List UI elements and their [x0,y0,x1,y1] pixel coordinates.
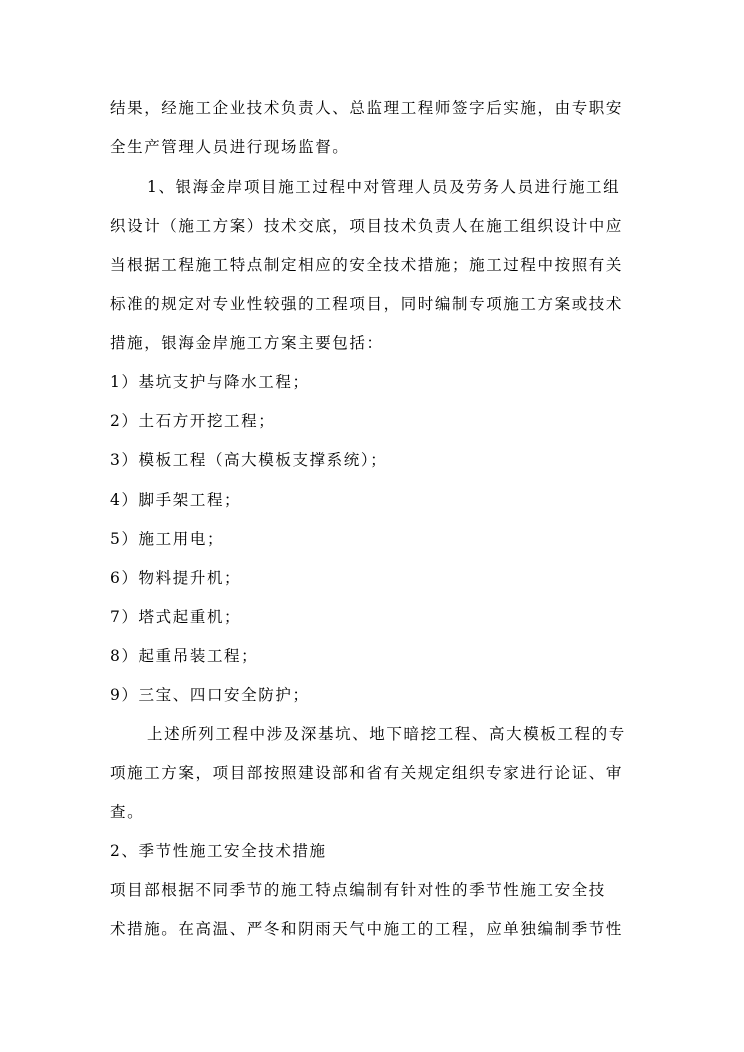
paragraph-line: 项目部根据不同季节的施工特点编制有针对性的季节性施工安全技 [110,881,606,899]
paragraph-line: 措施，银海金岸施工方案主要包括： [110,334,384,352]
list-item: 2）土石方开挖工程； [110,412,276,430]
paragraph-line: 全生产管理人员进行现场监督。 [110,138,350,156]
paragraph-line: 查。 [110,803,145,821]
paragraph-line: 当根据工程施工特点制定相应的安全技术措施；施工过程中按照有关 [110,256,624,274]
list-item: 7）塔式起重机； [110,608,242,626]
list-item: 4）脚手架工程； [110,491,242,509]
list-item: 6）物料提升机； [110,569,242,587]
paragraph-line: 上述所列工程中涉及深基坑、地下暗挖工程、高大模板工程的专 [147,725,626,743]
paragraph-line: 标准的规定对专业性较强的工程项目，同时编制专项施工方案或技术 [110,295,624,313]
paragraph-line: 项施工方案，项目部按照建设部和省有关规定组织专家进行论证、审 [110,764,624,782]
list-item: 3）模板工程（高大模板支撑系统）； [110,451,388,469]
list-item: 5）施工用电； [110,530,225,548]
list-item: 1）基坑支护与降水工程； [110,373,310,391]
paragraph-line: 织设计（施工方案）技术交底，项目技术负责人在施工组织设计中应 [110,217,624,235]
list-item: 8）起重吊装工程； [110,647,259,665]
paragraph-line: 结果，经施工企业技术负责人、总监理工程师签字后实施，由专职安 [110,99,624,117]
list-item: 9）三宝、四口安全防护； [110,686,310,704]
paragraph-line: 术措施。在高温、严冬和阴雨天气中施工的工程，应单独编制季节性 [110,920,624,938]
paragraph-line: 1、银海金岸项目施工过程中对管理人员及劳务人员进行施工组 [147,178,621,196]
section-heading: 2、季节性施工安全技术措施 [110,842,327,860]
